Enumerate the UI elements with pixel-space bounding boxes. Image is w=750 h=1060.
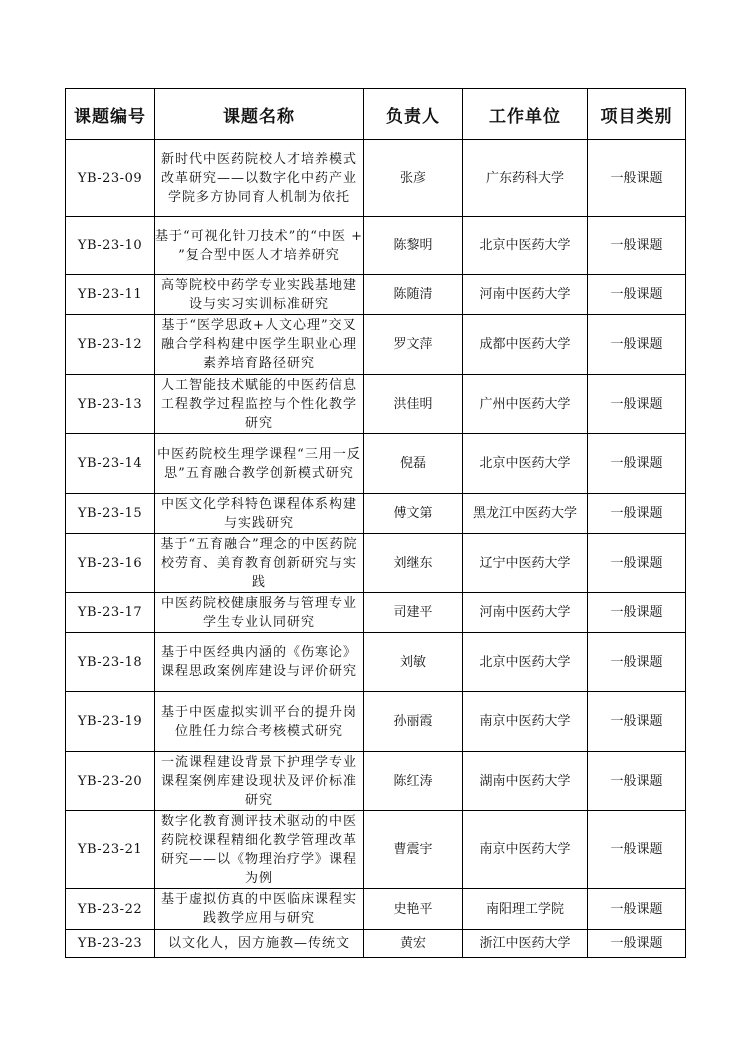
header-project-code: 课题编号 <box>66 89 155 140</box>
project-leader: 罗文萍 <box>364 315 463 375</box>
header-work-unit: 工作单位 <box>463 89 588 140</box>
project-table <box>65 88 686 958</box>
project-leader: 刘继东 <box>364 534 463 593</box>
project-category: 一般课题 <box>588 434 686 494</box>
project-leader: 陈随清 <box>364 275 463 315</box>
project-category: 一般课题 <box>588 217 686 275</box>
project-category: 一般课题 <box>588 140 686 217</box>
table-row <box>66 434 686 494</box>
project-leader: 孙丽霞 <box>364 692 463 752</box>
project-name: 中医药院校健康服务与管理专业学生专业认同研究 <box>155 593 364 633</box>
project-name: 中医文化学科特色课程体系构建与实践研究 <box>155 494 364 534</box>
table-row <box>66 275 686 315</box>
project-leader: 张彦 <box>364 140 463 217</box>
project-leader: 洪佳明 <box>364 375 463 434</box>
project-name: 一流课程建设背景下护理学专业课程案例库建设现状及评价标准研究 <box>155 752 364 811</box>
project-category: 一般课题 <box>588 633 686 692</box>
table-row <box>66 633 686 692</box>
header-category: 项目类别 <box>588 89 686 140</box>
table-row <box>66 752 686 811</box>
project-unit: 北京中医药大学 <box>463 434 588 494</box>
table-row <box>66 889 686 930</box>
project-code: YB-23-11 <box>66 275 155 315</box>
table-row <box>66 375 686 434</box>
project-category: 一般课题 <box>588 534 686 593</box>
project-code: YB-23-13 <box>66 375 155 434</box>
project-category: 一般课题 <box>588 275 686 315</box>
project-category: 一般课题 <box>588 494 686 534</box>
header-project-name: 课题名称 <box>155 89 364 140</box>
project-unit: 南京中医药大学 <box>463 811 588 889</box>
project-unit: 成都中医药大学 <box>463 315 588 375</box>
project-category: 一般课题 <box>588 593 686 633</box>
project-unit: 浙江中医药大学 <box>463 930 588 958</box>
project-unit: 广州中医药大学 <box>463 375 588 434</box>
table-row <box>66 811 686 889</box>
project-leader: 倪磊 <box>364 434 463 494</box>
project-leader: 刘敏 <box>364 633 463 692</box>
table-row <box>66 494 686 534</box>
table-row <box>66 140 686 217</box>
project-name: 基于中医虚拟实训平台的提升岗位胜任力综合考核模式研究 <box>155 692 364 752</box>
project-name: 数字化教育测评技术驱动的中医药院校课程精细化教学管理改革研究——以《物理治疗学》课程为例 <box>155 811 364 889</box>
project-unit: 北京中医药大学 <box>463 217 588 275</box>
project-code: YB-23-16 <box>66 534 155 593</box>
project-name: 基于“五育融合”理念的中医药院校劳育、美育教育创新研究与实践 <box>155 534 364 593</box>
project-unit: 南京中医药大学 <box>463 692 588 752</box>
project-code: YB-23-20 <box>66 752 155 811</box>
project-name: 基于中医经典内涵的《伤寒论》课程思政案例库建设与评价研究 <box>155 633 364 692</box>
project-category: 一般课题 <box>588 930 686 958</box>
project-code: YB-23-23 <box>66 930 155 958</box>
table-row <box>66 217 686 275</box>
project-category: 一般课题 <box>588 375 686 434</box>
project-code: YB-23-14 <box>66 434 155 494</box>
project-leader: 司建平 <box>364 593 463 633</box>
project-code: YB-23-19 <box>66 692 155 752</box>
table-row <box>66 930 686 958</box>
project-code: YB-23-22 <box>66 889 155 930</box>
project-name: 中医药院校生理学课程“三用一反思”五育融合教学创新模式研究 <box>155 434 364 494</box>
project-unit: 湖南中医药大学 <box>463 752 588 811</box>
project-unit: 广东药科大学 <box>463 140 588 217</box>
project-category: 一般课题 <box>588 315 686 375</box>
project-leader: 黄宏 <box>364 930 463 958</box>
project-name: 高等院校中药学专业实践基地建设与实习实训标准研究 <box>155 275 364 315</box>
project-code: YB-23-09 <box>66 140 155 217</box>
project-leader: 傅文第 <box>364 494 463 534</box>
table-row <box>66 534 686 593</box>
project-code: YB-23-12 <box>66 315 155 375</box>
project-name: 以文化人，因方施教—传统文 <box>155 930 364 958</box>
project-unit: 河南中医药大学 <box>463 275 588 315</box>
project-unit: 黑龙江中医药大学 <box>463 494 588 534</box>
project-category: 一般课题 <box>588 889 686 930</box>
project-name: 新时代中医药院校人才培养模式改革研究——以数字化中药产业学院多方协同育人机制为依托 <box>155 140 364 217</box>
project-unit: 北京中医药大学 <box>463 633 588 692</box>
project-code: YB-23-10 <box>66 217 155 275</box>
project-category: 一般课题 <box>588 811 686 889</box>
project-code: YB-23-21 <box>66 811 155 889</box>
table-row <box>66 692 686 752</box>
project-code: YB-23-18 <box>66 633 155 692</box>
table-header-row <box>66 89 686 140</box>
table-row <box>66 593 686 633</box>
project-unit: 南阳理工学院 <box>463 889 588 930</box>
project-name: 基于“医学思政+人文心理”交叉融合学科构建中医学生职业心理素养培育路径研究 <box>155 315 364 375</box>
project-leader: 史艳平 <box>364 889 463 930</box>
project-leader: 陈红涛 <box>364 752 463 811</box>
project-name: 基于虚拟仿真的中医临床课程实践教学应用与研究 <box>155 889 364 930</box>
project-leader: 陈黎明 <box>364 217 463 275</box>
table-row <box>66 315 686 375</box>
header-leader: 负责人 <box>364 89 463 140</box>
project-unit: 辽宁中医药大学 <box>463 534 588 593</box>
project-code: YB-23-17 <box>66 593 155 633</box>
project-unit: 河南中医药大学 <box>463 593 588 633</box>
project-code: YB-23-15 <box>66 494 155 534</box>
project-category: 一般课题 <box>588 692 686 752</box>
project-leader: 曹震宇 <box>364 811 463 889</box>
project-name: 基于“可视化针刀技术”的“中医 + ”复合型中医人才培养研究 <box>155 217 364 275</box>
project-name: 人工智能技术赋能的中医药信息工程教学过程监控与个性化教学研究 <box>155 375 364 434</box>
project-category: 一般课题 <box>588 752 686 811</box>
